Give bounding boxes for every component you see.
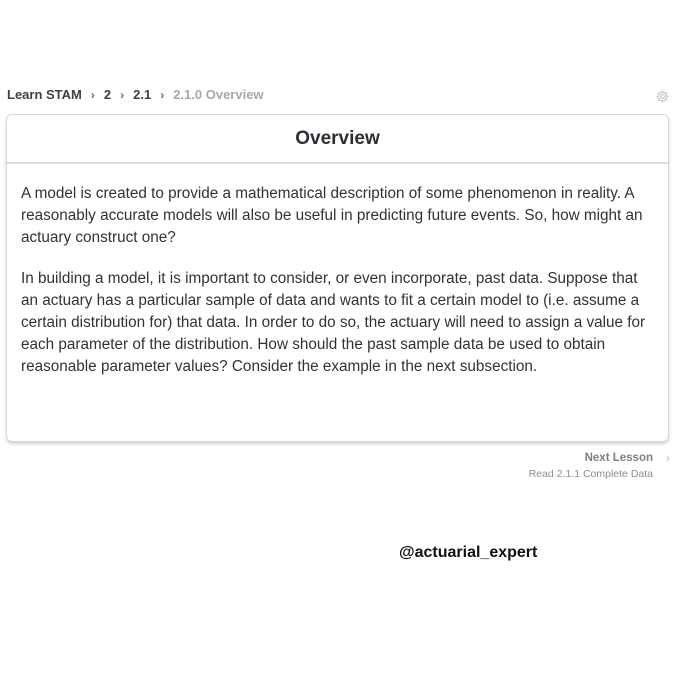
breadcrumb-chapter[interactable]: 2 (103, 87, 112, 102)
breadcrumb-section[interactable]: 2.1 (133, 87, 152, 102)
card-title: Overview (7, 115, 668, 164)
paragraph-intro: A model is created to provide a mathematical description of some phenomenon in reality. A reasonably accurate models will also be useful in predicting future events. So, how might an actuary construct one? (21, 185, 643, 246)
lesson-card (6, 114, 669, 442)
breadcrumb (7, 87, 264, 102)
gear-icon[interactable] (655, 89, 670, 104)
breadcrumb-separator-icon: › (120, 87, 125, 102)
next-lesson-subtitle: Read 2.1.1 Complete Data (528, 468, 653, 480)
breadcrumb-learn-stam[interactable]: Learn STAM (7, 87, 82, 102)
breadcrumb-separator-icon: › (160, 87, 165, 102)
breadcrumb-separator-icon: › (90, 87, 95, 102)
next-lesson-label: Next Lesson (584, 452, 653, 464)
breadcrumb-current: 2.1.0 Overview (173, 87, 264, 102)
chevron-right-icon[interactable]: › (666, 451, 670, 465)
next-lesson-link[interactable] (529, 451, 653, 481)
watermark-text: @actuarial_expert (399, 544, 538, 561)
card-body (7, 164, 668, 377)
paragraph-building-model: In building a model, it is important to consider, or even incorporate, past data. Suppose that an actuary has a particular sample of data and wants to fit a certain model to (i.e. assume a certain distribution for) that data. In order to do so, the actuary will need to assign a value for each parameter of the distribution. How should the past sample data be used to obtain reasonable parameter values? Consider the example in the next subsection. (21, 270, 646, 375)
